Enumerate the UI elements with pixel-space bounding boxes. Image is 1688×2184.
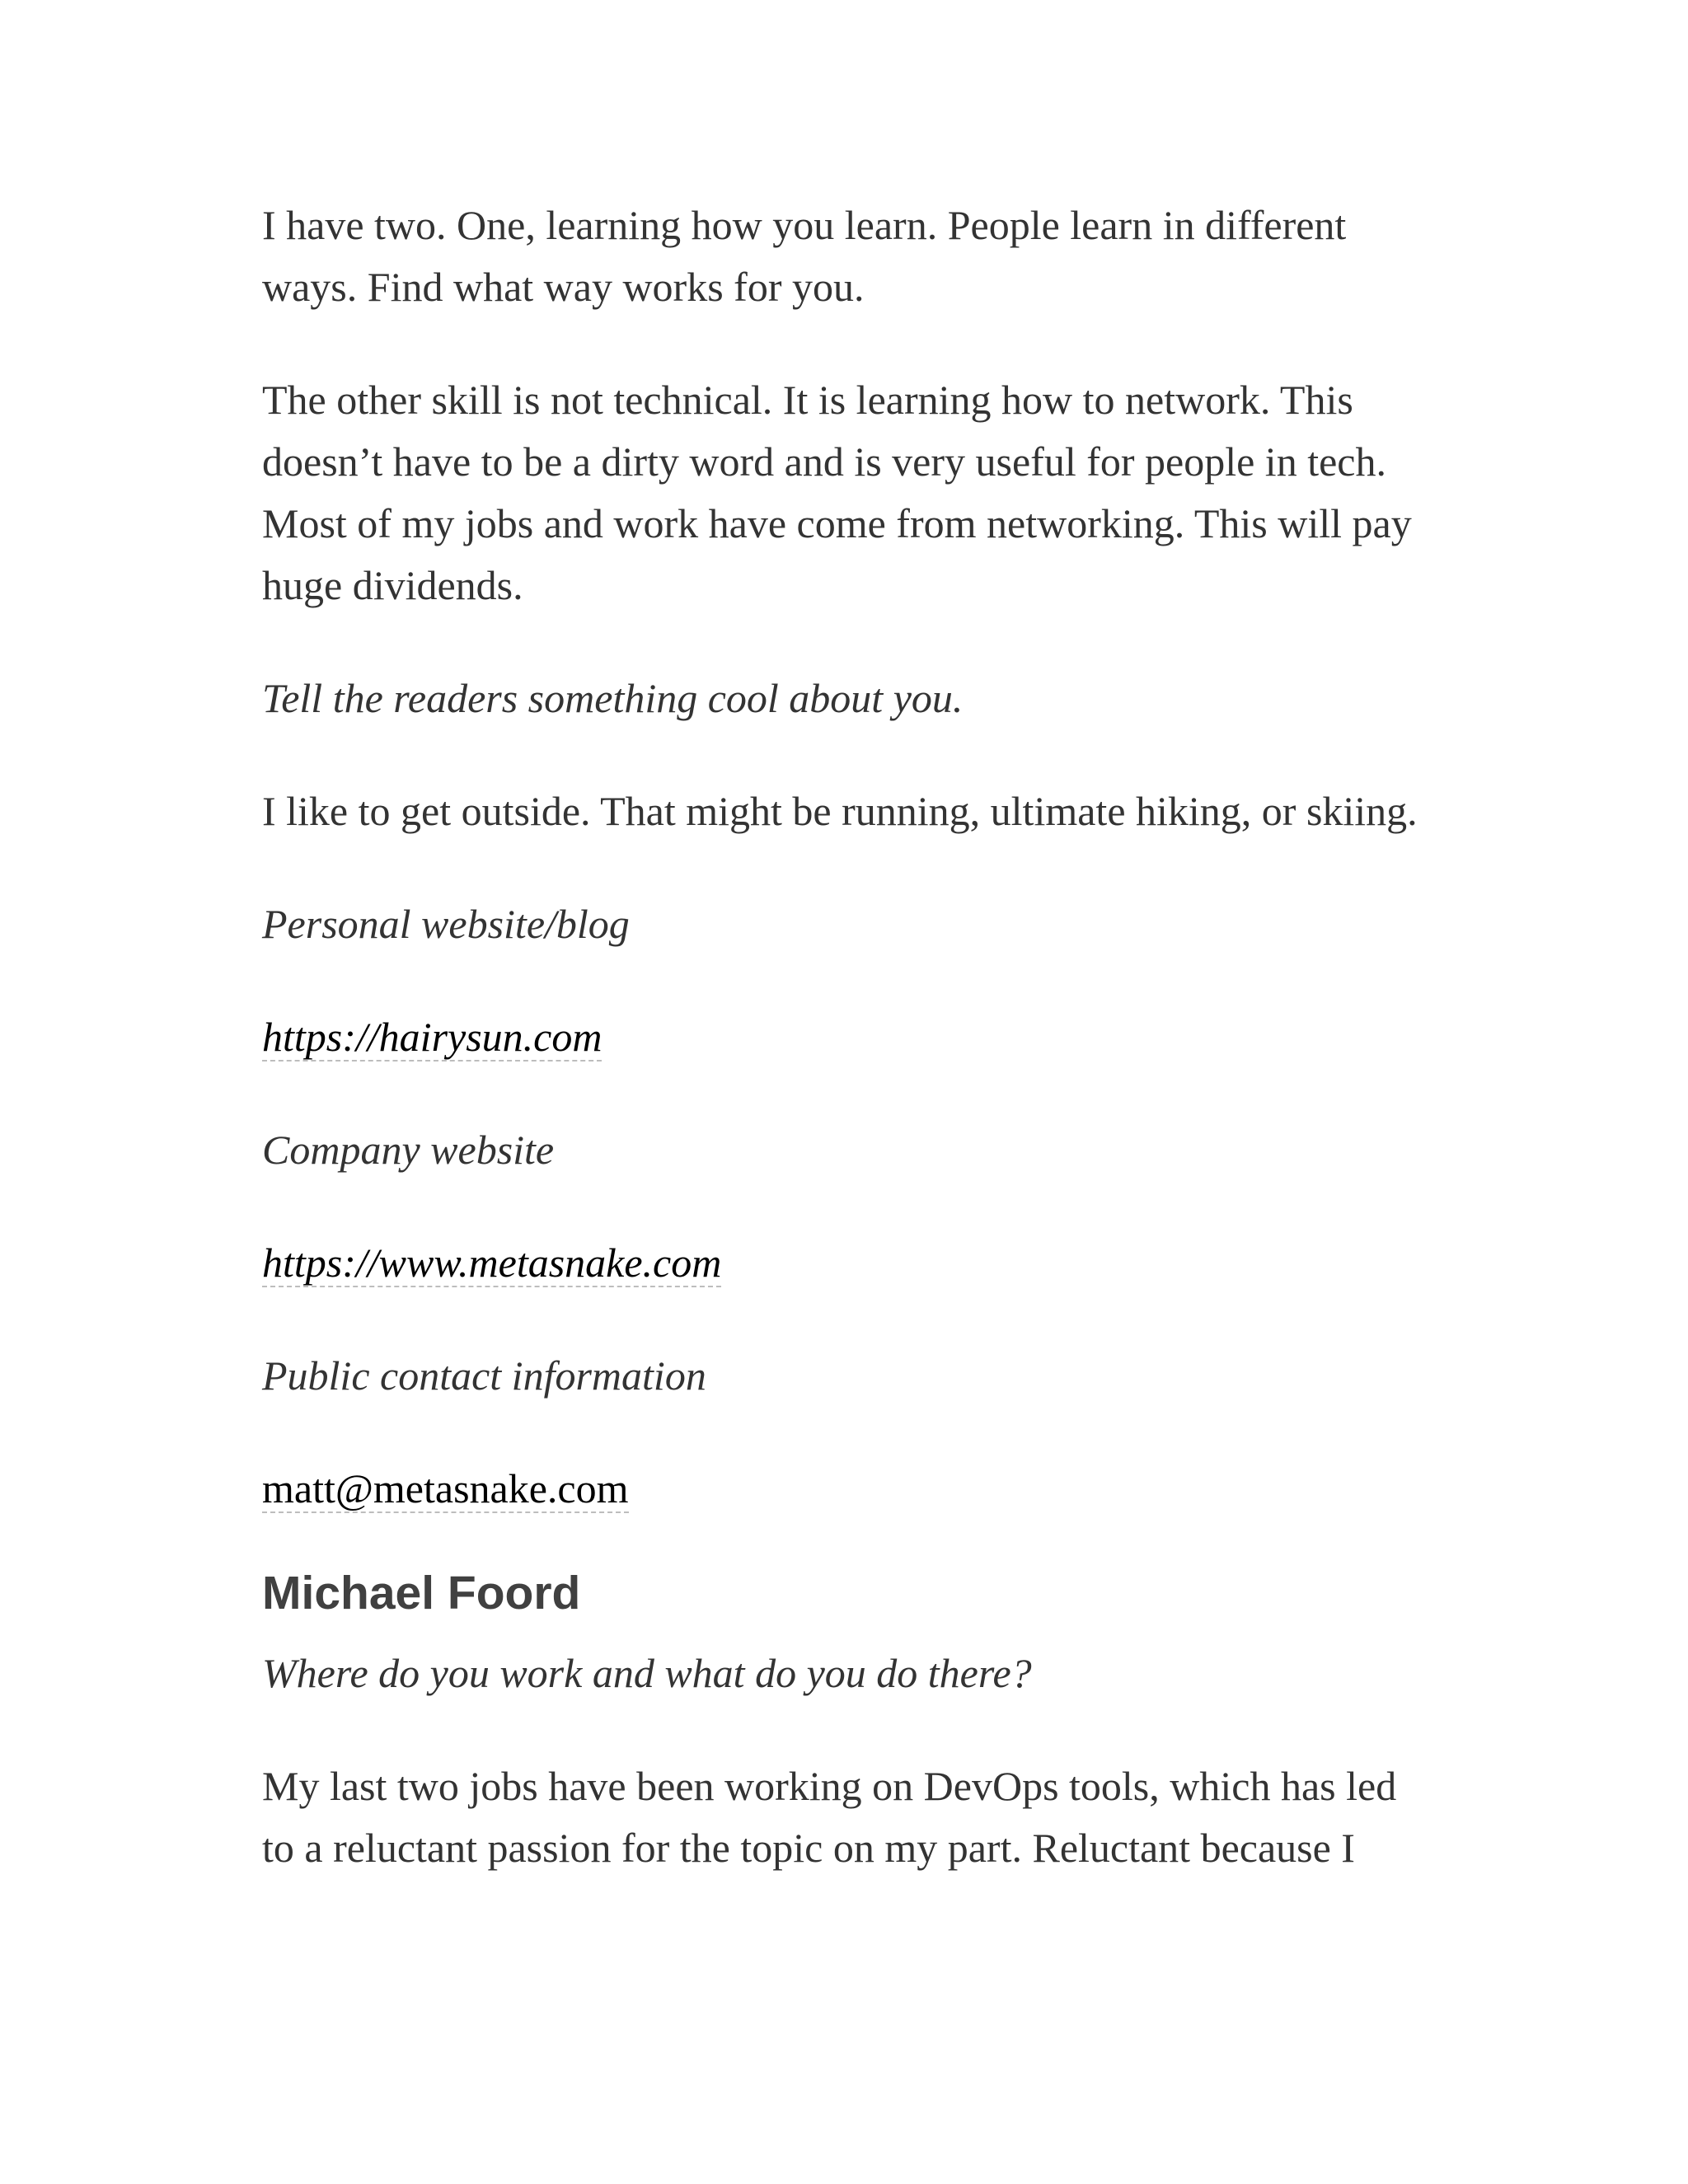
answer-paragraph: My last two jobs have been working on DevOps tools, which has led to a reluctant passion for the topic on my part. Reluctant because I: [262, 1763, 1397, 1871]
contact-email-link[interactable]: matt@metasnake.com: [262, 1465, 629, 1511]
answer-paragraph: I like to get outside. That might be running, ultimate hiking, or skiing.: [262, 788, 1418, 834]
answer-paragraph: I have two. One, learning how you learn. People learn in different ways. Find what way works for you.: [262, 202, 1347, 310]
link-paragraph: [262, 1458, 1432, 1520]
interview-question: Personal website/blog: [262, 901, 630, 947]
person-heading: Michael Foord: [262, 1567, 581, 1619]
company-website-link[interactable]: https://www.metasnake.com: [262, 1240, 722, 1286]
article-body: [262, 194, 1432, 1930]
interview-question: Where do you work and what do you do there?: [262, 1650, 1032, 1696]
interview-question: Public contact information: [262, 1352, 706, 1399]
interview-question: Company website: [262, 1127, 555, 1173]
link-paragraph: [262, 1006, 1432, 1068]
link-paragraph: [262, 1232, 1432, 1294]
answer-paragraph: The other skill is not technical. It is learning how to network. This doesn’t have to be a dirty word and is very useful for people in tech. Most of my jobs and work have come from networking. This will pay huge dividends.: [262, 377, 1412, 608]
interview-question: Tell the readers something cool about you.: [262, 675, 964, 721]
personal-website-link[interactable]: https://hairysun.com: [262, 1014, 603, 1060]
